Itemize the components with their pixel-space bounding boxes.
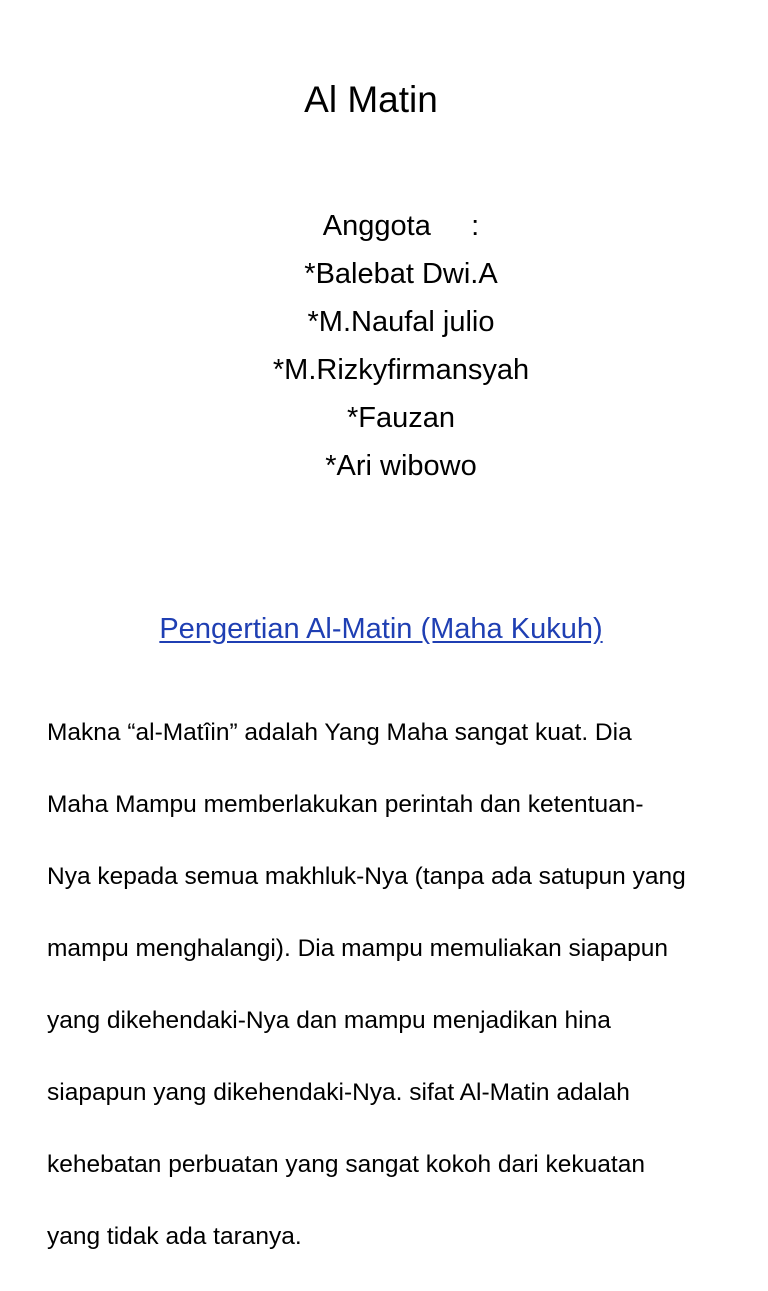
member-item: *Fauzan (346, 402, 455, 434)
paragraph-line: mampu menghalangi). Dia mampu memuliakan siapapun (47, 935, 668, 962)
member-item: *Ari wibowo (325, 450, 477, 482)
section-heading (0, 605, 762, 653)
paragraph-line: Nya kepada semua makhluk-Nya (tanpa ada satupun yang (47, 863, 686, 890)
paragraph-line: siapapun yang dikehendaki-Nya. sifat Al-Matin adalah (47, 1079, 630, 1106)
paragraph-line: yang tidak ada taranya. (47, 1223, 302, 1250)
member-item: *Balebat Dwi.A (304, 258, 498, 290)
paragraph-line: Maha Mampu memberlakukan perintah dan ketentuan- (47, 791, 644, 818)
definition-paragraph (47, 679, 757, 1291)
member-list-heading: Anggota : (322, 210, 480, 242)
paragraph-line: yang dikehendaki-Nya dan mampu menjadikan hina (47, 1007, 611, 1034)
member-item: *M.Rizkyfirmansyah (272, 354, 530, 386)
section-heading-link[interactable]: Pengertian Al-Matin (Maha Kukuh) (159, 613, 603, 645)
member-item: *M.Naufal julio (307, 306, 495, 338)
paragraph-line: kehebatan perbuatan yang sangat kokoh dari kekuatan (47, 1151, 645, 1178)
slide-title: Al Matin (304, 79, 438, 120)
member-list (0, 202, 768, 490)
paragraph-line: Makna “al-Matîin” adalah Yang Maha sangat kuat. Dia (47, 719, 632, 746)
